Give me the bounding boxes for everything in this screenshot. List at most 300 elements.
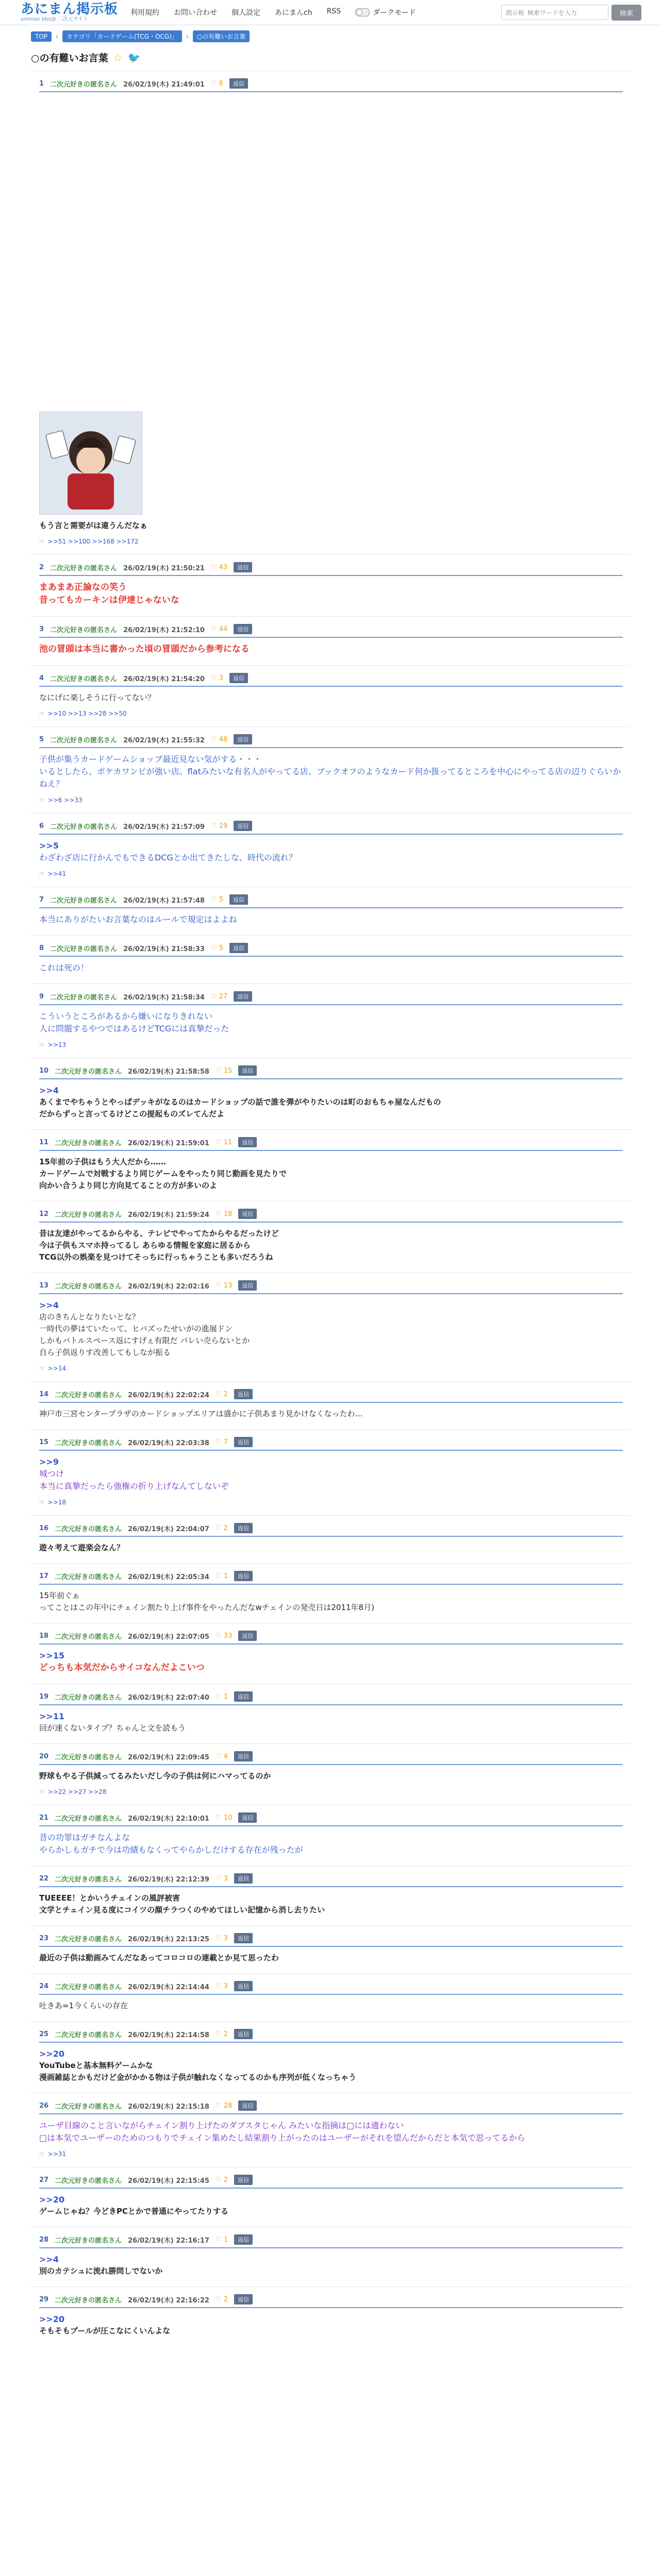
reply-button[interactable]: 返信 [234,1389,253,1399]
poster-name: 二次元好きの匿名さん [55,1935,122,1943]
like-button[interactable] [216,1282,232,1290]
reply-button[interactable]: 返信 [234,2029,253,2039]
like-count: 2 [223,2295,228,2303]
post-header [39,2029,623,2043]
reply-button[interactable]: 返信 [229,894,248,905]
post-number[interactable]: 11 [39,1138,49,1146]
post [31,984,631,1058]
reply-button[interactable]: 返信 [229,78,248,89]
like-button[interactable] [211,993,227,1001]
post-date: 26/02/19(木) 22:03:38 [128,1439,209,1447]
crumb-category[interactable]: カテゴリ「カードゲーム(TCG・OCG)」 [62,30,182,42]
like-button[interactable] [216,1067,232,1075]
post-header [39,1389,623,1403]
title-row [0,42,662,71]
post-header [39,1751,623,1765]
reply-button[interactable]: 返信 [234,1437,253,1447]
post-body-line: 遊々考えて遊楽会なん？ [39,1543,125,1552]
post-date: 26/02/19(木) 22:02:24 [128,1391,209,1399]
backlink-list[interactable]: >>22 >>27 >>28 [47,1788,107,1795]
darkmode-switch[interactable] [355,7,416,18]
post [31,2093,631,2167]
search-input[interactable] [501,5,608,20]
like-button[interactable] [216,1210,232,1218]
heart-icon: ♡ [210,944,219,952]
post [31,1805,631,1866]
nav-animanch[interactable]: あにまんch [275,9,312,17]
reply-anchor[interactable]: >>4 [39,1300,59,1310]
like-button[interactable] [216,1524,228,1532]
post-body-line: 吐きあ=1今くらいの存在 [39,2001,128,2010]
post-number[interactable]: 23 [39,1934,49,1942]
post-body-line: 店のきちんとなりたいとな？ [39,1312,140,1321]
post-date: 26/02/19(木) 21:58:34 [123,993,205,1002]
post-number[interactable]: 9 [39,992,44,1001]
post-number[interactable]: 17 [39,1572,49,1580]
backlink-list[interactable]: >>14 [47,1365,67,1372]
reply-anchor[interactable]: >>20 [39,2195,65,2205]
reply-anchor[interactable]: >>20 [39,2049,65,2059]
like-count: 44 [219,625,228,633]
post-number[interactable]: 8 [39,944,44,952]
backlink-list[interactable]: >>6 >>33 [47,796,82,804]
logo-subtitle: animan bbs@ 二次元サイト [21,16,89,22]
post-body-line: これは死の！ [39,963,89,973]
reply-button[interactable]: 返信 [238,2100,257,2111]
heart-icon: ♡ [210,735,219,743]
post [31,1058,631,1129]
post-number[interactable]: 26 [39,2102,49,2110]
heart-icon: ♡ [210,992,219,1001]
post-header [39,1933,623,1947]
post-header [39,1571,623,1585]
chevron-right-icon: › [56,32,58,40]
like-button[interactable] [211,564,227,571]
backlink-list[interactable]: >>10 >>13 >>28 >>50 [47,710,127,717]
backlink-list[interactable]: >>13 [47,1041,67,1048]
like-button[interactable] [211,625,227,633]
post [31,2227,631,2286]
post-header [39,1691,623,1705]
post-number[interactable]: 1 [39,79,44,88]
post-number[interactable]: 13 [39,1281,49,1290]
post-number[interactable]: 28 [39,2235,49,2244]
post-header [39,2100,623,2114]
post-date: 26/02/19(木) 22:13:25 [128,1935,209,1943]
post-number[interactable]: 3 [39,625,44,633]
reply-button[interactable]: 返信 [234,1873,253,1884]
favorite-star-icon[interactable]: ☆ [113,51,123,64]
site-logo[interactable] [21,3,118,22]
backlinks [39,1788,623,1795]
nav-rss[interactable]: RSS [326,7,341,15]
post-date: 26/02/19(木) 22:05:34 [128,1573,209,1581]
poster-name: 二次元好きの匿名さん [55,1391,122,1399]
reply-button[interactable]: 返信 [234,1571,253,1581]
post-body-line: やらかしもガチで今は功績もなくってやらかしだけする存在が残ったが [39,1845,303,1855]
crumb-top[interactable]: TOP [31,31,52,42]
post-date: 26/02/19(木) 21:49:01 [123,80,205,89]
poster-name: 二次元好きの匿名さん [50,626,118,634]
search-scope[interactable]: 掲示板 [505,9,524,16]
pointing-hand-icon: ☞ [39,2150,45,2158]
post-date: 26/02/19(木) 21:57:09 [123,823,205,831]
post-date: 26/02/19(木) 21:55:32 [123,736,205,744]
like-button[interactable] [216,2030,228,2038]
reply-button[interactable]: 返信 [234,991,252,1002]
reply-button[interactable]: 返信 [234,562,252,572]
heart-icon: ♡ [215,1390,224,1398]
post-number[interactable]: 25 [39,2030,49,2038]
post-number[interactable]: 15 [39,1438,49,1446]
post-body-line: 昔の功罪はガチなんよな [39,1833,130,1842]
like-button[interactable] [216,1753,228,1760]
post-date: 26/02/19(木) 22:15:45 [128,2177,209,2185]
post [31,2286,631,2346]
pointing-hand-icon: ☞ [39,1788,45,1795]
post-number[interactable]: 18 [39,1632,49,1640]
twitter-share-icon[interactable]: 🐦 [127,51,141,64]
reply-anchor[interactable]: >>5 [39,841,59,851]
poster-name: 二次元好きの匿名さん [50,675,118,683]
post-header [39,1065,623,1079]
like-button[interactable] [216,1438,228,1446]
reply-button[interactable]: 返信 [238,1812,257,1823]
post [31,2167,631,2227]
like-count: 1 [223,2235,228,2244]
heart-icon: ♡ [215,1982,224,1990]
like-button[interactable] [216,1935,228,1942]
post-header [39,991,623,1005]
reply-button[interactable]: 返信 [229,673,248,683]
reply-button[interactable]: 返信 [234,2175,253,2185]
poster-name: 二次元好きの匿名さん [55,2177,122,2185]
post-body-line: 昔ってもカーキンは伊達じゃないな [39,595,179,605]
like-count: 2 [223,2176,228,2184]
search-button[interactable]: 検索 [611,5,641,21]
reply-button[interactable]: 返信 [234,2234,253,2245]
post-date: 26/02/19(木) 21:54:20 [123,675,205,683]
like-count: 19 [219,822,228,830]
reply-button[interactable]: 返信 [234,821,252,831]
like-button[interactable] [211,944,223,952]
post-number[interactable]: 24 [39,1982,49,1990]
toggle-icon[interactable] [355,8,370,16]
post-body-line: 城つけ [39,1469,64,1479]
post [31,1129,631,1201]
like-button[interactable] [216,1139,232,1146]
reply-button[interactable]: 返信 [238,1280,257,1291]
post-body-line: こういうところがあるから嫌いになりきれない [39,1011,213,1021]
heart-icon: ♡ [215,2176,224,2184]
post-date: 26/02/19(木) 22:16:22 [128,2296,209,2304]
logo-text[interactable]: あにまん掲示板 [21,2,119,17]
post-date: 26/02/19(木) 22:09:45 [128,1753,209,1761]
like-button[interactable] [216,1572,228,1580]
poster-name: 二次元好きの匿名さん [55,1282,122,1291]
post-number[interactable]: 12 [39,1210,49,1218]
heart-icon: ♡ [210,625,219,633]
like-count: 48 [219,735,228,743]
heart-icon: ♡ [215,1138,224,1146]
like-button[interactable] [216,1814,232,1822]
reply-button[interactable]: 返信 [234,1691,253,1702]
like-button[interactable] [216,1875,228,1883]
poster-name: 二次元好きの匿名さん [50,993,118,1002]
post-body-line: TCG以外の娯楽を見つけてそっちに行っちゃうことも多いだろうね [39,1252,273,1262]
post [31,71,631,554]
heart-icon: ♡ [215,1438,224,1446]
post-body-line: 文学とチェイン見る度にコイツの顔チラつくのやめてほしい記憶から消し去りたい [39,1905,325,1914]
reply-button[interactable]: 返信 [234,1981,253,1991]
post [31,1201,631,1273]
post-header [39,1280,623,1294]
post-header [39,1981,623,1995]
nav-contact[interactable]: お問い合わせ [174,9,218,17]
post-date: 26/02/19(木) 22:16:17 [128,2236,209,2245]
like-button[interactable] [211,80,223,88]
heart-icon: ♡ [215,1692,224,1701]
like-count: 1 [223,1572,228,1580]
post-number[interactable]: 4 [39,674,44,682]
pointing-hand-icon: ☞ [39,710,45,717]
reply-button[interactable]: 返信 [234,624,252,634]
post-body-line: 自ら子供返りす改善してもしなが振る [39,1348,171,1357]
post-body-line: ってことはこの年中にチェイン割たり上げ事件をやったんだなwチェインの発売日は2011年8月) [39,1603,374,1612]
post-date: 26/02/19(木) 21:58:58 [128,1067,209,1076]
like-button[interactable] [216,2176,228,2184]
post-header [39,1209,623,1223]
breadcrumb [0,25,662,42]
backlink-list[interactable]: >>51 >>100 >>168 >>172 [47,538,139,545]
post [31,726,631,813]
like-count: 5 [219,895,223,904]
post-date: 26/02/19(木) 22:15:18 [128,2103,209,2111]
like-count: 7 [223,1438,228,1446]
post-number[interactable]: 21 [39,1814,49,1822]
post-date: 26/02/19(木) 22:14:44 [128,1983,209,1991]
nav-terms[interactable]: 利用規約 [130,9,160,17]
reply-anchor[interactable]: >>11 [39,1711,65,1721]
post-header [39,2234,623,2248]
backlinks [39,710,623,717]
like-count: 4 [223,1752,228,1760]
like-count: 27 [219,992,228,1001]
poster-name: 二次元好きの匿名さん [55,1753,122,1761]
post [31,554,631,616]
post-number[interactable]: 27 [39,2176,49,2184]
poster-name: 二次元好きの匿名さん [50,823,118,831]
like-button[interactable] [216,2236,228,2244]
crumb-thread[interactable]: ○の有難いお言葉 [193,30,250,42]
like-count: 11 [223,1138,233,1146]
nav-settings[interactable]: 個人設定 [231,9,261,17]
reply-anchor[interactable]: >>4 [39,1086,59,1095]
post-body-line: いるとしたら、ポケカワンピが強い店。flatみたいな有名人がやってる店、ブックオフのようなカード何か扱ってるところを中心にやってる店の辺りぐらいかねえ？ [39,767,621,789]
poster-name: 二次元好きの匿名さん [55,1983,122,1991]
post-number[interactable]: 14 [39,1390,49,1398]
heart-icon: ♡ [210,895,219,904]
post [31,935,631,984]
like-count: 15 [223,1066,233,1075]
like-button[interactable] [211,736,227,743]
reply-anchor[interactable]: >>4 [39,2255,59,2264]
backlink-list[interactable]: >>18 [47,1499,67,1506]
poster-name: 二次元好きの匿名さん [55,1439,122,1447]
like-count: 3 [223,1874,228,1883]
poster-name: 二次元好きの匿名さん [55,2236,122,2245]
heart-icon: ♡ [215,1632,224,1640]
top-nav [130,7,341,18]
poster-name: 二次元好きの匿名さん [55,1525,122,1533]
post-body-line: ゲームじゃね？今どきPCとかで普通にやってたりする [39,2207,229,2216]
heart-icon: ♡ [215,2102,224,2110]
post-number[interactable]: 19 [39,1692,49,1701]
post-date: 26/02/19(木) 21:57:48 [123,896,205,905]
site-header [0,0,662,25]
post-date: 26/02/19(木) 21:58:33 [123,945,205,953]
post-number[interactable]: 7 [39,895,44,904]
like-button[interactable] [216,2102,232,2110]
backlinks [39,870,623,877]
post-header [39,943,623,957]
post [31,665,631,726]
reply-anchor[interactable]: >>9 [39,1457,59,1467]
post-body-line: もう言と需要がは違うんだなぁ [39,521,148,530]
reply-anchor[interactable]: >>15 [39,1651,65,1660]
post-body-line: 本当にありがたいお言葉なのはルールで規定はよよね [39,914,237,924]
reply-button[interactable]: 返信 [234,734,252,744]
post-date: 26/02/19(木) 21:50:21 [123,564,205,572]
post-number[interactable]: 10 [39,1066,49,1075]
post-number[interactable]: 16 [39,1524,49,1532]
poster-name: 二次元好きの匿名さん [50,80,118,89]
reply-button[interactable]: 返信 [234,1933,253,1943]
post-header [39,2175,623,2189]
search-area [501,5,641,21]
post-header [39,1631,623,1645]
post-body-line: 最近の子供は動画みてんだなあってコロコロの連載とか見て思ったわ [39,1953,279,1962]
like-button[interactable] [216,2296,228,2303]
post-body-line: だからずっと言ってるけどこの提起ものズレてんだよ [39,1109,225,1118]
post [31,1515,631,1563]
post-body-line: 人に問題するやつではあるけどTCGには真摯だった [39,1024,229,1033]
post [31,1563,631,1623]
post-image[interactable] [39,412,142,515]
like-count: 3 [223,1982,228,1990]
post [31,1684,631,1743]
heart-icon: ♡ [215,1281,224,1290]
post [31,616,631,665]
reply-button[interactable]: 返信 [238,1137,257,1147]
post-body-line: 一時代の夢はていたって、ヒバズったせいがの進展ドン [39,1324,233,1333]
reply-button[interactable]: 返信 [238,1065,257,1076]
post-body-line: 野球もやる子供減ってるみたいだし今の子供は何にハマってるのか [39,1771,271,1781]
like-count: 10 [223,1814,233,1822]
poster-name: 二次元好きの匿名さん [50,945,118,953]
like-button[interactable] [211,822,227,830]
heart-icon: ♡ [215,1572,224,1580]
pointing-hand-icon: ☞ [39,538,45,545]
heart-icon: ♡ [210,822,219,830]
poster-name: 二次元好きの匿名さん [55,1211,122,1219]
poster-name: 二次元好きの匿名さん [55,1815,122,1823]
post-date: 26/02/19(木) 22:10:01 [128,1815,209,1823]
heart-icon: ♡ [215,1934,224,1942]
post-number[interactable]: 2 [39,563,44,571]
backlink-list[interactable]: >>31 [47,2150,67,2158]
post-number[interactable]: 6 [39,822,44,830]
post-header [39,734,623,748]
backlinks [39,1499,623,1506]
reply-button[interactable]: 返信 [234,2294,253,2304]
poster-name: 二次元好きの匿名さん [55,1067,122,1076]
reply-button[interactable]: 返信 [229,943,248,953]
post-body-line: そもそもプールが圧こなにくいんよな [39,2326,171,2335]
post-number[interactable]: 29 [39,2295,49,2303]
like-button[interactable] [216,1391,228,1398]
post [31,1429,631,1515]
post-body-line: 15年前ぐぁ [39,1591,80,1600]
poster-name: 二次元好きの匿名さん [55,1875,122,1884]
post [31,1925,631,1973]
post-body-line: 神戸市三宮センタープラザのカードショップエリアは盛かに子供あまり見かけなくなったわ… [39,1409,363,1418]
backlinks [39,1365,623,1372]
post-number[interactable]: 22 [39,1874,49,1883]
reply-button[interactable]: 返信 [234,1751,253,1761]
post-number[interactable]: 5 [39,735,44,743]
heart-icon: ♡ [215,1874,224,1883]
like-button[interactable] [216,1632,232,1640]
like-count: 1 [223,1692,228,1701]
post-header [39,2294,623,2308]
heart-icon: ♡ [210,563,219,571]
post [31,1273,631,1381]
heart-icon: ♡ [215,1210,224,1218]
post-body-line: 本当に真摯だったら強権の折り上げなんてしないぞ [39,1481,229,1491]
poster-name: 二次元好きの匿名さん [55,1693,122,1702]
poster-name: 二次元好きの匿名さん [55,1573,122,1581]
pointing-hand-icon: ☞ [39,1499,45,1506]
post-body-line: しかもバトルスペース返にすげぇ有限だ パレい売らないとか [39,1336,250,1345]
poster-name: 二次元好きの匿名さん [50,896,118,905]
reply-button[interactable]: 返信 [238,1631,257,1641]
like-button[interactable] [211,896,223,904]
like-count: 2 [223,1524,228,1532]
like-button[interactable] [211,674,223,682]
like-count: 33 [223,1632,233,1640]
post-body-line: 回が速くないタイプ？ちゃんと文を読もう [39,1723,186,1733]
pointing-hand-icon: ☞ [39,870,45,877]
reply-button[interactable]: 返信 [234,1523,253,1533]
reply-anchor[interactable]: >>20 [39,2314,65,2324]
post-body-line: 今は子供もスマホ持ってるし あらゆる情報を家庭に居るから [39,1241,251,1250]
darkmode-label: ダークモード [373,9,416,17]
post [31,813,631,887]
post-header [39,78,623,92]
post-date: 26/02/19(木) 22:12:39 [128,1875,209,1884]
reply-button[interactable]: 返信 [238,1209,257,1219]
backlink-list[interactable]: >>41 [47,870,67,877]
like-button[interactable] [216,1693,228,1701]
backlinks [39,1041,623,1048]
post-date: 26/02/19(木) 21:59:01 [128,1139,209,1147]
like-button[interactable] [216,1982,228,1990]
like-count: 43 [219,563,228,571]
post-number[interactable]: 20 [39,1752,49,1760]
like-count: 2 [223,2030,228,2038]
post-header [39,1812,623,1826]
